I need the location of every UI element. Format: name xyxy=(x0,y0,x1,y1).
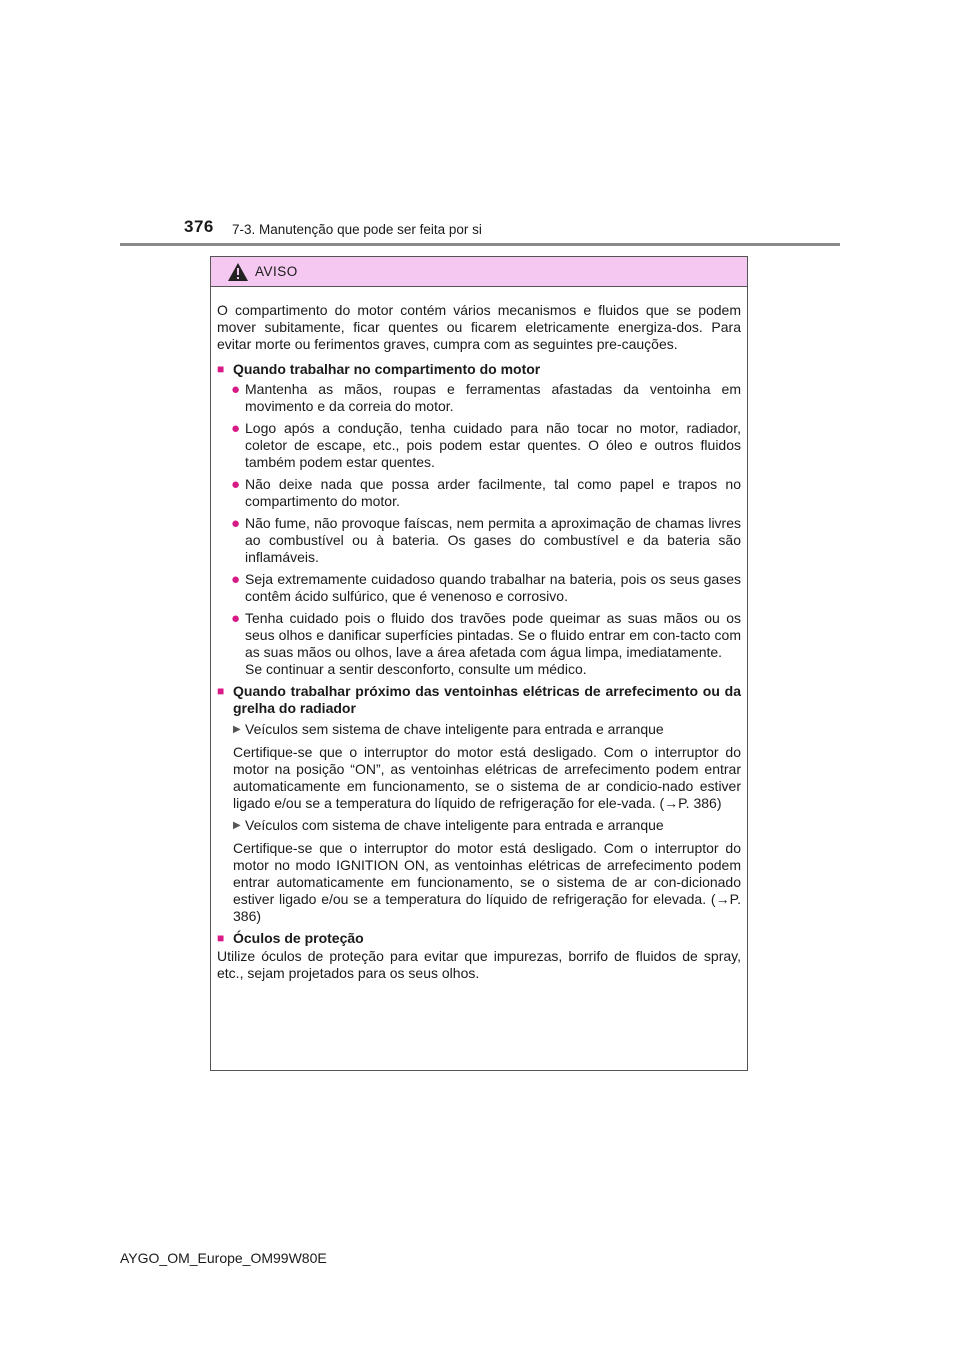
square-bullet-icon: ■ xyxy=(217,362,225,376)
warning-intro: O compartimento do motor contém vários mecanismos e fluidos que se podem mover subitamente, ficar quentes ou ficarem eletricamente energiza-dos. Para evitar morte ou ferimentos graves, cumpra com as seguintes pre-cauções. xyxy=(217,302,741,352)
list-item-text: Não fume, não provoque faíscas, nem permita a aproximação de chamas livres ao combustível ou à bateria. Os gases do combustível e da bateria são inflamáveis. xyxy=(245,515,741,565)
section-heading-text: Óculos de proteção xyxy=(233,930,364,946)
sub-heading xyxy=(233,721,741,738)
header-rule xyxy=(120,243,840,246)
section-title: 7-3. Manutenção que pode ser feita por si xyxy=(232,222,482,237)
square-bullet-icon: ■ xyxy=(217,931,225,945)
sub-heading xyxy=(233,817,741,834)
section-heading-text: Quando trabalhar próximo das ventoinhas elétricas de arrefecimento ou da grelha do radiador xyxy=(233,683,741,716)
sub-heading-text: Veículos com sistema de chave inteligente para entrada e arranque xyxy=(245,817,664,833)
footer-doc-code: AYGO_OM_Europe_OM99W80E xyxy=(120,1250,327,1266)
list-item xyxy=(231,610,741,661)
circle-bullet-icon: ● xyxy=(231,476,241,493)
triangle-bullet-icon: ▶ xyxy=(233,724,241,735)
warning-triangle-icon xyxy=(227,262,249,282)
list-item-text: Tenha cuidado pois o fluido dos travões pode queimar as suas mãos ou os seus olhos e danificar superfícies pintadas. Se o fluido entrar em con-tacto com as suas mãos ou olhos, lave a área afetada com água limpa, imediatamente. xyxy=(245,610,741,660)
warning-label: AVISO xyxy=(255,264,298,279)
section-heading xyxy=(217,683,741,717)
page-number: 376 xyxy=(184,217,214,236)
after-note: Se continuar a sentir desconforto, consulte um médico. xyxy=(245,661,587,677)
sub-heading-text: Veículos sem sistema de chave inteligente para entrada e arranque xyxy=(245,721,664,737)
circle-bullet-icon: ● xyxy=(231,515,241,532)
circle-bullet-icon: ● xyxy=(231,610,241,627)
list-item xyxy=(231,476,741,510)
list-item-text: Não deixe nada que possa arder facilmente, tal como papel e trapos no compartimento do motor. xyxy=(245,476,741,509)
section-paragraph: Utilize óculos de proteção para evitar que impurezas, borrifo de fluidos de spray, etc., sejam projetados para os seus olhos. xyxy=(217,948,741,981)
list-item xyxy=(231,571,741,605)
warning-body xyxy=(211,287,747,982)
list-item xyxy=(231,420,741,471)
circle-bullet-icon: ● xyxy=(231,381,241,398)
circle-bullet-icon: ● xyxy=(231,571,241,588)
square-bullet-icon: ■ xyxy=(217,684,225,698)
list-item-text: Logo após a condução, tenha cuidado para não tocar no motor, radiador, coletor de escape, etc., pois podem estar quentes. O óleo e outros fluidos também podem estar quentes. xyxy=(245,420,741,470)
section-heading xyxy=(217,361,741,378)
list-item xyxy=(231,515,741,566)
sub-paragraph: Certifique-se que o interruptor do motor está desligado. Com o interruptor do motor no modo IGNITION ON, as ventoinhas elétricas de arrefecimento podem entrar automaticamente em funcionamento, se o sistema de ar con-dicionado estiver ligado e/ou se a temperatura do líquido de refrigeração for elevada. (→P. 386) xyxy=(233,840,741,924)
circle-bullet-icon: ● xyxy=(231,420,241,437)
sub-paragraph: Certifique-se que o interruptor do motor está desligado. Com o interruptor do motor na posição “ON”, as ventoinhas elétricas de arrefecimento podem entrar automaticamente em funcionamento, se o sistema de ar condicio-nado estiver ligado e/ou se a temperatura do líquido de refrigeração for ele-vada. (→P. 386) xyxy=(233,744,741,811)
section-heading xyxy=(217,930,741,947)
warning-box xyxy=(210,256,748,1071)
section-heading-text: Quando trabalhar no compartimento do motor xyxy=(233,361,541,377)
list-item xyxy=(231,381,741,415)
triangle-bullet-icon: ▶ xyxy=(233,820,241,831)
list-item-text: Seja extremamente cuidadoso quando trabalhar na bateria, pois os seus gases contêm ácido sulfúrico, que é venenoso e corrosivo. xyxy=(245,571,741,604)
list-item-text: Mantenha as mãos, roupas e ferramentas afastadas da ventoinha em movimento e da correia do motor. xyxy=(245,381,741,414)
warning-header xyxy=(211,257,747,287)
